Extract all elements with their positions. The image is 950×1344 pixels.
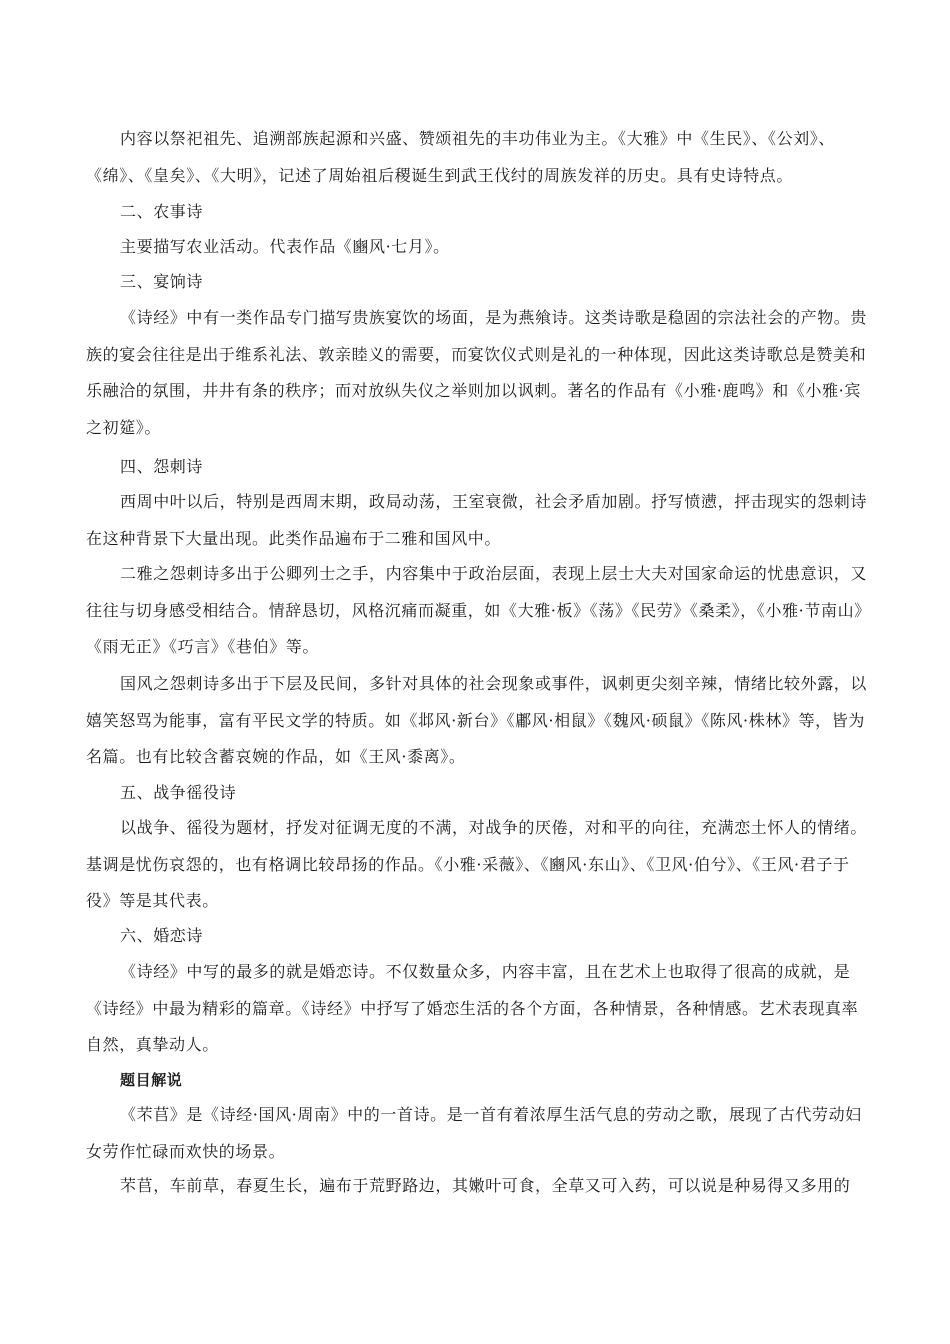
paragraph-war-poems: 以战争、徭役为题材，抒发对征调无度的不满，对战争的厌倦，对和平的向往，充满恋土怀人的情绪。基调是忧伤哀怨的，也有格调比较昂扬的作品。《小雅·采薇》、《豳风·东山》、《卫风·伯兮》、《王风·君子于役》等是其代表。 [86,818,868,910]
paragraph-agricultural-poems: 主要描写农业活动。代表作品《豳风·七月》。 [120,237,450,256]
paragraph-ancestor-poems: 内容以祭祀祖先、追溯部族起源和兴盛、赞颂祖先的丰功伟业为主。《大雅》中《生民》、《公刘》、《绵》、《皇矣》、《大明》，记述了周始祖后稷诞生到武王伐纣的周族发祥的历史。具有史诗特点。 [86,129,836,185]
heading-agricultural-poems: 二、农事诗 [120,202,204,221]
heading-love-poems: 六、婚恋诗 [120,926,204,945]
heading-banquet-poems: 三、宴饷诗 [120,272,204,291]
heading-satire-poems: 四、怨刺诗 [120,457,204,476]
paragraph-banquet-poems: 《诗经》中有一类作品专门描写贵族宴饮的场面，是为燕飨诗。这类诗歌是稳固的宗法社会的产物。贵族的宴会往往是出于维系礼法、敦亲睦义的需要，而宴饮仪式则是礼的一种体现，因此这类诗歌总是赞美和乐融洽的氛围，井井有条的秩序；而对放纵失仪之举则加以讽刺。著名的作品有《小雅·鹿鸣》和《小雅·宾之初筵》。 [86,308,868,437]
paragraph-satire-intro: 西周中叶以后，特别是西周末期，政局动荡，王室衰微，社会矛盾加剧。抒写愤懑，抨击现实的怨刺诗在这种背景下大量出现。此类作品遍布于二雅和国风中。 [86,492,868,548]
heading-war-poems: 五、战争徭役诗 [120,783,237,802]
paragraph-love-poems: 《诗经》中写的最多的就是婚恋诗。不仅数量众多，内容丰富，且在艺术上也取得了很高的成就，是《诗经》中最为精彩的篇章。《诗经》中抒写了婚恋生活的各个方面，各种情景，各种情感。艺术表现真率自然，真挚动人。 [86,962,859,1054]
paragraph-erya-satire: 二雅之怨刺诗多出于公卿列士之手，内容集中于政治层面，表现上层士大夫对国家命运的忧患意识，又往往与切身感受相结合。情辞恳切，风格沉痛而凝重，如《大雅·板》《荡》《民劳》《桑柔》，《小雅·节南山》《雨无正》《巧言》《巷伯》等。 [86,564,868,656]
paragraph-guofeng-satire: 国风之怨刺诗多出于下层及民间，多针对具体的社会现象或事件，讽刺更尖刻辛辣，情绪比较外露，以嬉笑怒骂为能事，富有平民文学的特质。如《邶风·新台》《鄘风·相鼠》《魏风·硕鼠》《陈风·株林》等，皆为名篇。也有比较含蓄哀婉的作品，如《王风·黍离》。 [86,674,868,766]
paragraph-fuyi-plant: 芣苢，车前草，春夏生长，遍布于荒野路边，其嫩叶可食，全草又可入药，可以说是种易得又多用的 [120,1176,851,1195]
heading-title-explanation: 题目解说 [120,1071,183,1089]
paragraph-fuyi-intro: 《芣苢》是《诗经·国风·周南》中的一首诗。是一首有着浓厚生活气息的劳动之歌，展现了古代劳动妇女劳作忙碌而欢快的场景。 [86,1105,862,1161]
